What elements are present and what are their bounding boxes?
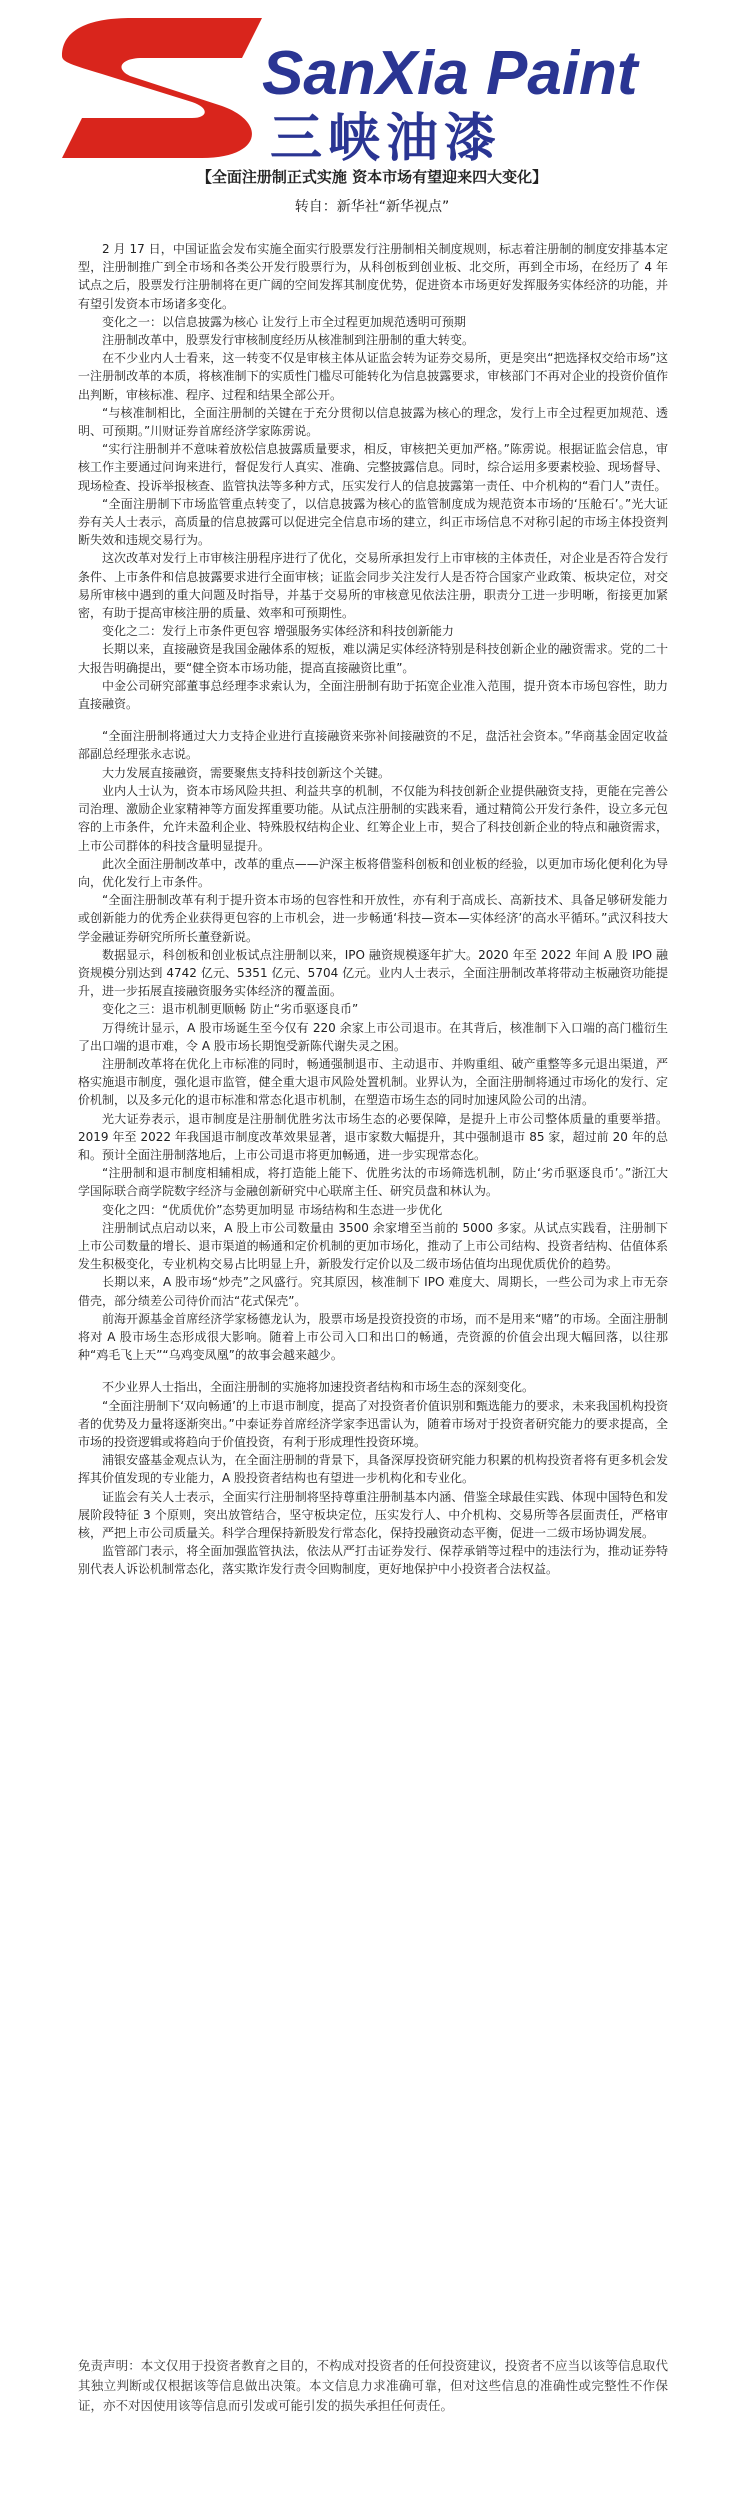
section-heading: 变化之一：以信息披露为核心 让发行上市全过程更加规范透明可预期 bbox=[102, 314, 466, 329]
disclaimer: 免责声明：本文仅用于投资者教育之目的，不构成对投资者的任何投资建议，投资者不应当以该等信息取代其独立判断或仅根据该等信息做出决策。本文信息力求准确可靠，但对这些信息的准确性或完整性不作保证，亦不对因使用该等信息而引发或可能引发的损失承担任何责任。 bbox=[78, 2358, 668, 2413]
article-headline: 【全面注册制正式实施 资本市场有望迎来四大变化】 bbox=[196, 168, 548, 186]
paragraph: 注册制改革中，股票发行审核制度经历从核准制到注册制的重大转变。 bbox=[102, 333, 475, 348]
paragraph: 万得统计显示，A 股市场诞生至今仅有 220 余家上市公司退市。在其背后，核准制下入口端的高门槛衍生了出口端的退市难，令 A 股市场长期饱受新陈代谢失灵之困。 bbox=[78, 1020, 668, 1053]
paragraph: 在不少业内人士看来，这一转变不仅是审核主体从证监会转为证券交易所，更是突出“把选择权交给市场”这一注册制改革的本质，将核准制下的实质性门槛尽可能转化为信息披露要求，审核部门不再对企业的投资价值作出判断，审核标准、程序、过程和结果全部公开。 bbox=[78, 351, 668, 402]
paragraph: “注册制和退市制度相辅相成，将打造能上能下、优胜劣汰的市场筛选机制，防止‘劣币驱逐良币’。”浙江大学国际联合商学院数字经济与金融创新研究中心联席主任、研究员盘和林认为。 bbox=[78, 1166, 668, 1199]
paragraph: 大力发展直接融资，需要聚焦支持科技创新这个关键。 bbox=[102, 765, 391, 780]
brand-name-en: SanXia Paint bbox=[262, 39, 638, 108]
paragraph: 业内人士认为，资本市场风险共担、利益共享的机制，不仅能为科技创新企业提供融资支持，更能在完善公司治理、激励企业家精神等方面发挥重要功能。从试点注册制的实践来看，通过精简公开发行条件，设立多元包容的上市条件，允许未盈利企业、特殊股权结构企业、红筹企业上市，契合了科技创新企业的特点和融资需求，上市公司群体的科技含量明显提升。 bbox=[78, 783, 668, 853]
paragraph: “全面注册制将通过大力支持企业进行直接融资来弥补间接融资的不足，盘活社会资本。”华商基金固定收益部副总经理张永志说。 bbox=[78, 729, 668, 762]
paragraph: 数据显示，科创板和创业板试点注册制以来，IPO 融资规模逐年扩大。2020 年至 2022 年间 A 股 IPO 融资规模分别达到 4742 亿元、5351 亿元、5704 亿元。业内人士表示，全面注册制改革将带动主板融资功能提升，进一步拓展直接融资服务实体经济的覆盖面。 bbox=[78, 947, 668, 999]
section-heading: 变化之二：发行上市条件更包容 增强服务实体经济和科技创新能力 bbox=[102, 624, 454, 639]
paragraph: 浦银安盛基金观点认为，在全面注册制的背景下，具备深厚投资研究能力积累的机构投资者将有更多机会发挥其价值发现的专业能力，A 股投资者结构也有望进一步机构化和专业化。 bbox=[78, 1453, 668, 1486]
paragraph: “与核准制相比，全面注册制的关键在于充分贯彻以信息披露为核心的理念，发行上市全过程更加规范、透明、可预期。”川财证券首席经济学家陈雳说。 bbox=[78, 405, 668, 439]
paragraph: “实行注册制并不意味着放松信息披露质量要求，相反，审核把关更加严格。”陈雳说。根据证监会信息，审核工作主要通过问询来进行，督促发行人真实、准确、完整披露信息。同时，综合运用多要素校验、现场督导、现场检查、投诉举报核查、监管执法等多种方式，压实发行人的信息披露第一责任、中介机构的“看门人”责任。 bbox=[78, 442, 668, 493]
paragraph: 监管部门表示，将全面加强监管执法，依法从严打击证券发行、保荐承销等过程中的违法行为，推动证券特别代表人诉讼机制常态化，落实欺诈发行责令回购制度，更好地保护中小投资者合法权益。 bbox=[78, 1544, 668, 1577]
paragraph: 光大证券表示，退市制度是注册制优胜劣汰市场生态的必要保障，是提升上市公司整体质量的重要举措。2019 年至 2022 年我国退市制度改革效果显著，退市家数大幅提升，其中强制退市 85 家，超过前 20 年的总和。预计全面注册制落地后，上市公司退市将更加畅通，进一步实现常态化。 bbox=[78, 1111, 668, 1162]
paragraph: 此次全面注册制改革中，改革的重点——沪深主板将借鉴科创板和创业板的经验，以更加市场化便利化为导向，优化发行上市条件。 bbox=[78, 856, 668, 889]
section-heading: 变化之三：退市机制更顺畅 防止“劣币驱逐良币” bbox=[102, 1002, 359, 1017]
brand-name-cn: 三峡油漆 bbox=[270, 109, 503, 169]
article-body bbox=[78, 240, 668, 1579]
paragraph: “全面注册制改革有利于提升资本市场的包容性和开放性，亦有利于高成长、高新技术、具备足够研发能力或创新能力的优秀企业获得更包容的上市机会，进一步畅通‘科技—资本—实体经济’的高水平循环。”武汉科技大学金融证券研究所所长董登新说。 bbox=[78, 893, 668, 944]
paragraph: 中金公司研究部董事总经理李求索认为，全面注册制有助于拓宽企业准入范围，提升资本市场包容性，助力直接融资。 bbox=[78, 678, 668, 712]
paragraph: 注册制试点启动以来，A 股上市公司数量由 3500 余家增至当前的 5000 多家。从试点实践看，注册制下上市公司数量的增长、退市渠道的畅通和定价机制的更加市场化，推动了上市公司结构、投资者结构、估值体系发生积极变化，专业机构交易占比明显上升，新股发行定价以及二级市场估值均出现优质优价的趋势。 bbox=[78, 1220, 668, 1272]
paragraph: “全面注册制下‘双向畅通’的上市退市制度，提高了对投资者价值识别和甄选能力的要求，未来我国机构投资者的优势及力量将逐渐突出。”中泰证券首席经济学家李迅雷认为，随着市场对于投资者研究能力的要求提高，全市场的投资逻辑或将趋向于价值投资，有利于形成理性投资环境。 bbox=[78, 1398, 668, 1449]
section-heading: 变化之四：“优质优价”态势更加明显 市场结构和生态进一步优化 bbox=[102, 1202, 443, 1217]
article-source: 转自：新华社“新华视点” bbox=[294, 199, 450, 215]
paragraph: 前海开源基金首席经济学家杨德龙认为，股票市场是投资投资的市场，而不是用来“赌”的市场。全面注册制将对 A 股市场生态形成很大影响。随着上市公司入口和出口的畅通，壳资源的价值会出现大幅回落，以往那种“鸡毛飞上天”“乌鸡变凤凰”的故事会越来越少。 bbox=[78, 1311, 668, 1363]
paragraph: 注册制改革将在优化上市标准的同时，畅通强制退市、主动退市、并购重组、破产重整等多元退出渠道，严格实施退市制度，强化退市监管，健全重大退市风险处置机制。业界认为，全面注册制将通过市场化的发行、定价机制，以及多元化的退市标准和常态化退市机制，在塑造市场生态的同时加速风险公司的出清。 bbox=[78, 1056, 668, 1108]
paragraph: 长期以来，A 股市场“炒壳”之风盛行。究其原因，核准制下 IPO 难度大、周期长，一些公司为求上市无奈借壳，部分绩差公司待价而沽“花式保壳”。 bbox=[78, 1275, 668, 1308]
paragraph: 2 月 17 日，中国证监会发布实施全面实行股票发行注册制相关制度规则，标志着注册制的制度安排基本定型，注册制推广到全市场和各类公开发行股票行为，从科创板到创业板、北交所，再到全市场，在经历了 4 年试点之后，股票发行注册制将在更广阔的空间发挥其制度优势，促进资本市场更好发挥服务实体经济的功能，并有望引发资本市场诸多变化。 bbox=[78, 242, 668, 311]
paragraph: 不少业界人士指出，全面注册制的实施将加速投资者结构和市场生态的深刻变化。 bbox=[102, 1380, 535, 1395]
paragraph: 证监会有关人士表示，全面实行注册制将坚持尊重注册制基本内涵、借鉴全球最佳实践、体现中国特色和发展阶段特征 3 个原则，突出放管结合，坚守板块定位，压实发行人、中介机构、交易所等各层面责任，严格审核，严把上市公司质量关。科学合理保持新股发行常态化，保持投融资动态平衡，促进一二级市场协调发展。 bbox=[78, 1489, 668, 1541]
paragraph: “全面注册制下市场监管重点转变了，以信息披露为核心的监管制度成为规范资本市场的‘压舱石’。”光大证券有关人士表示，高质量的信息披露可以促进完全信息市场的建立，纠正市场信息不对称引起的市场主体投资判断失效和违规交易行为。 bbox=[78, 496, 668, 548]
paragraph: 长期以来，直接融资是我国金融体系的短板，难以满足实体经济特别是科技创新企业的融资需求。党的二十大报告明确提出，要“健全资本市场功能，提高直接融资比重”。 bbox=[78, 642, 668, 675]
paragraph: 这次改革对发行上市审核注册程序进行了优化，交易所承担发行上市审核的主体责任，对企业是否符合发行条件、上市条件和信息披露要求进行全面审核；证监会同步关注发行人是否符合国家产业政策、板块定位，对交易所审核中遇到的重大问题及时指导，并基于交易所的审核意见依法注册，职责分工进一步明晰，衔接更加紧密，有助于提高审核注册的质量、效率和可预期性。 bbox=[78, 551, 668, 621]
